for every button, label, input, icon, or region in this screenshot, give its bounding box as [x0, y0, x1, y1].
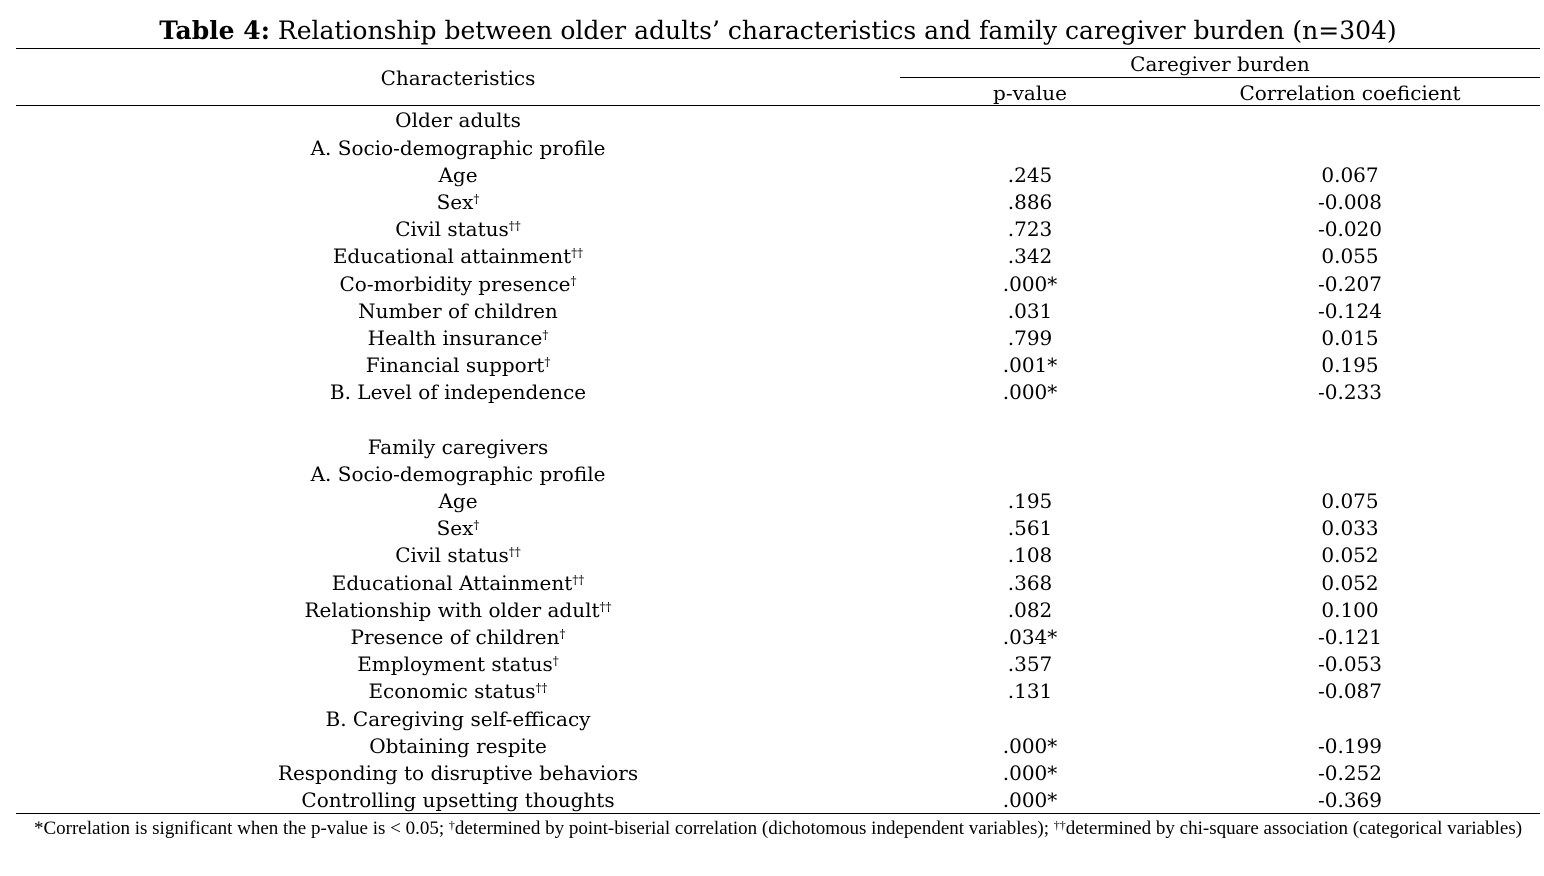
- row-label-text: Sex: [436, 190, 474, 214]
- row-label: [16, 352, 900, 378]
- row-label-footnote-mark: †: [552, 654, 559, 668]
- row-label-text: Economic status: [368, 679, 536, 703]
- bottom-rule: [16, 813, 1540, 814]
- row-label-text: Controlling upsetting thoughts: [301, 788, 615, 812]
- group-rule: [900, 77, 1540, 78]
- row-correlation: -0.008: [1317, 190, 1382, 214]
- row-correlation: -0.252: [1317, 761, 1382, 785]
- row-label-footnote-mark: †: [544, 355, 551, 369]
- row-label-text: Family caregivers: [367, 435, 549, 459]
- footnote-part2: determined by point-biserial correlation (dichotomous independent variables);: [454, 818, 1054, 839]
- row-p-value: .131: [1007, 679, 1053, 703]
- row-p-value: .082: [1007, 598, 1053, 622]
- footnote-sup2: ††: [1053, 818, 1066, 832]
- row-p-value: .561: [1007, 516, 1053, 540]
- row-label-text: B. Caregiving self-efficacy: [325, 707, 591, 731]
- row-p-value: .034*: [1002, 625, 1058, 649]
- row-correlation: 0.067: [1321, 163, 1379, 187]
- row-correlation: -0.087: [1317, 679, 1382, 703]
- row-label-text: Age: [438, 163, 478, 187]
- row-label-text: Obtaining respite: [369, 734, 547, 758]
- row-label-footnote-mark: †: [542, 328, 549, 342]
- row-p-value: .245: [1007, 163, 1053, 187]
- row-label-text: A. Socio-demographic profile: [310, 136, 606, 160]
- row-label: [16, 515, 900, 541]
- row-label-text: Age: [438, 489, 478, 513]
- row-label-footnote-mark: ††: [572, 573, 585, 587]
- row-label-footnote-mark: ††: [535, 681, 548, 695]
- footnote-sup1: †: [448, 818, 455, 832]
- row-correlation: 0.033: [1321, 516, 1379, 540]
- row-label: [16, 189, 900, 215]
- row-label-footnote-mark: ††: [508, 219, 521, 233]
- row-label: [16, 325, 900, 351]
- row-label-text: B. Level of independence: [329, 380, 587, 404]
- row-label: [16, 624, 900, 650]
- header-p-value: p-value: [993, 81, 1067, 105]
- row-label-footnote-mark: †: [473, 192, 480, 206]
- row-correlation: -0.199: [1317, 734, 1382, 758]
- row-label: [16, 760, 900, 786]
- row-label: [16, 488, 900, 514]
- row-label: [16, 597, 900, 623]
- row-label-text: Educational attainment: [332, 244, 572, 268]
- row-p-value: .108: [1007, 543, 1053, 567]
- row-p-value: .357: [1007, 652, 1053, 676]
- footnote-part1: *Correlation is significant when the p-value is < 0.05;: [33, 818, 449, 839]
- row-label-text: Educational Attainment: [331, 571, 573, 595]
- row-correlation: 0.055: [1321, 244, 1379, 268]
- row-p-value: .000*: [1002, 272, 1058, 296]
- row-label-footnote-mark: ††: [571, 246, 584, 260]
- row-label-text: Financial support: [365, 353, 545, 377]
- row-p-value: .000*: [1002, 761, 1058, 785]
- row-label: [16, 570, 900, 596]
- row-correlation: 0.015: [1321, 326, 1379, 350]
- row-p-value: .000*: [1002, 380, 1058, 404]
- row-p-value: .000*: [1002, 788, 1058, 812]
- row-p-value: .031: [1007, 299, 1053, 323]
- row-correlation: 0.052: [1321, 543, 1379, 567]
- row-label-text: A. Socio-demographic profile: [310, 462, 606, 486]
- row-label: [16, 678, 900, 704]
- table-footnote: [16, 816, 1540, 842]
- row-label: [16, 379, 900, 405]
- row-p-value: .195: [1007, 489, 1053, 513]
- row-label-text: Employment status: [357, 652, 553, 676]
- row-label-footnote-mark: ††: [508, 545, 521, 559]
- row-correlation: -0.020: [1317, 217, 1382, 241]
- row-label-text: Civil status: [395, 217, 509, 241]
- row-correlation: -0.233: [1317, 380, 1382, 404]
- table-title: [0, 14, 1544, 48]
- row-label: [16, 216, 900, 242]
- row-label-text: Number of children: [358, 299, 558, 323]
- row-correlation: -0.121: [1317, 625, 1382, 649]
- row-label: [16, 271, 900, 297]
- row-label: [16, 733, 900, 759]
- row-label: [16, 298, 900, 324]
- row-label-text: Presence of children: [350, 625, 560, 649]
- row-correlation: -0.124: [1317, 299, 1382, 323]
- row-correlation: 0.075: [1321, 489, 1379, 513]
- row-label: [16, 787, 900, 813]
- row-label-footnote-mark: †: [559, 627, 566, 641]
- table-title-text: Relationship between older adults’ characteristics and family caregiver burden (n=304): [269, 16, 1397, 45]
- row-label-footnote-mark: †: [570, 274, 577, 288]
- row-label: [16, 135, 900, 161]
- row-p-value: .000*: [1002, 734, 1058, 758]
- row-p-value: .723: [1007, 217, 1053, 241]
- row-correlation: -0.053: [1317, 652, 1382, 676]
- row-label: [16, 542, 900, 568]
- header-caregiver-burden: Caregiver burden: [1130, 52, 1310, 76]
- row-p-value: .886: [1007, 190, 1053, 214]
- row-label-footnote-mark: †: [473, 518, 480, 532]
- row-label-text: Relationship with older adult: [304, 598, 600, 622]
- top-rule: [16, 48, 1540, 49]
- row-label-text: Health insurance: [367, 326, 543, 350]
- row-correlation: 0.100: [1321, 598, 1379, 622]
- row-label-text: Civil status: [395, 543, 509, 567]
- row-label-text: Older adults: [395, 108, 521, 132]
- row-p-value: .368: [1007, 571, 1053, 595]
- row-label-text: Responding to disruptive behaviors: [277, 761, 639, 785]
- row-p-value: .342: [1007, 244, 1053, 268]
- row-p-value: .799: [1007, 326, 1053, 350]
- row-label: [16, 651, 900, 677]
- row-label: [16, 434, 900, 460]
- row-label: [16, 461, 900, 487]
- row-correlation: 0.052: [1321, 571, 1379, 595]
- header-characteristics: Characteristics: [380, 66, 536, 90]
- row-label-text: Co-morbidity presence: [339, 272, 571, 296]
- footnote-part3: determined by chi-square association (categorical variables): [1065, 818, 1523, 839]
- row-label: [16, 706, 900, 732]
- row-p-value: .001*: [1002, 353, 1058, 377]
- row-label-text: Sex: [436, 516, 474, 540]
- row-correlation: -0.207: [1317, 272, 1382, 296]
- row-label: [16, 162, 900, 188]
- table-title-label: Table 4:: [159, 16, 270, 45]
- row-correlation: 0.195: [1321, 353, 1379, 377]
- header-correlation: Correlation coeficient: [1239, 81, 1461, 105]
- row-label-footnote-mark: ††: [599, 600, 612, 614]
- row-label: [16, 243, 900, 269]
- row-correlation: -0.369: [1317, 788, 1382, 812]
- row-label: [16, 107, 900, 133]
